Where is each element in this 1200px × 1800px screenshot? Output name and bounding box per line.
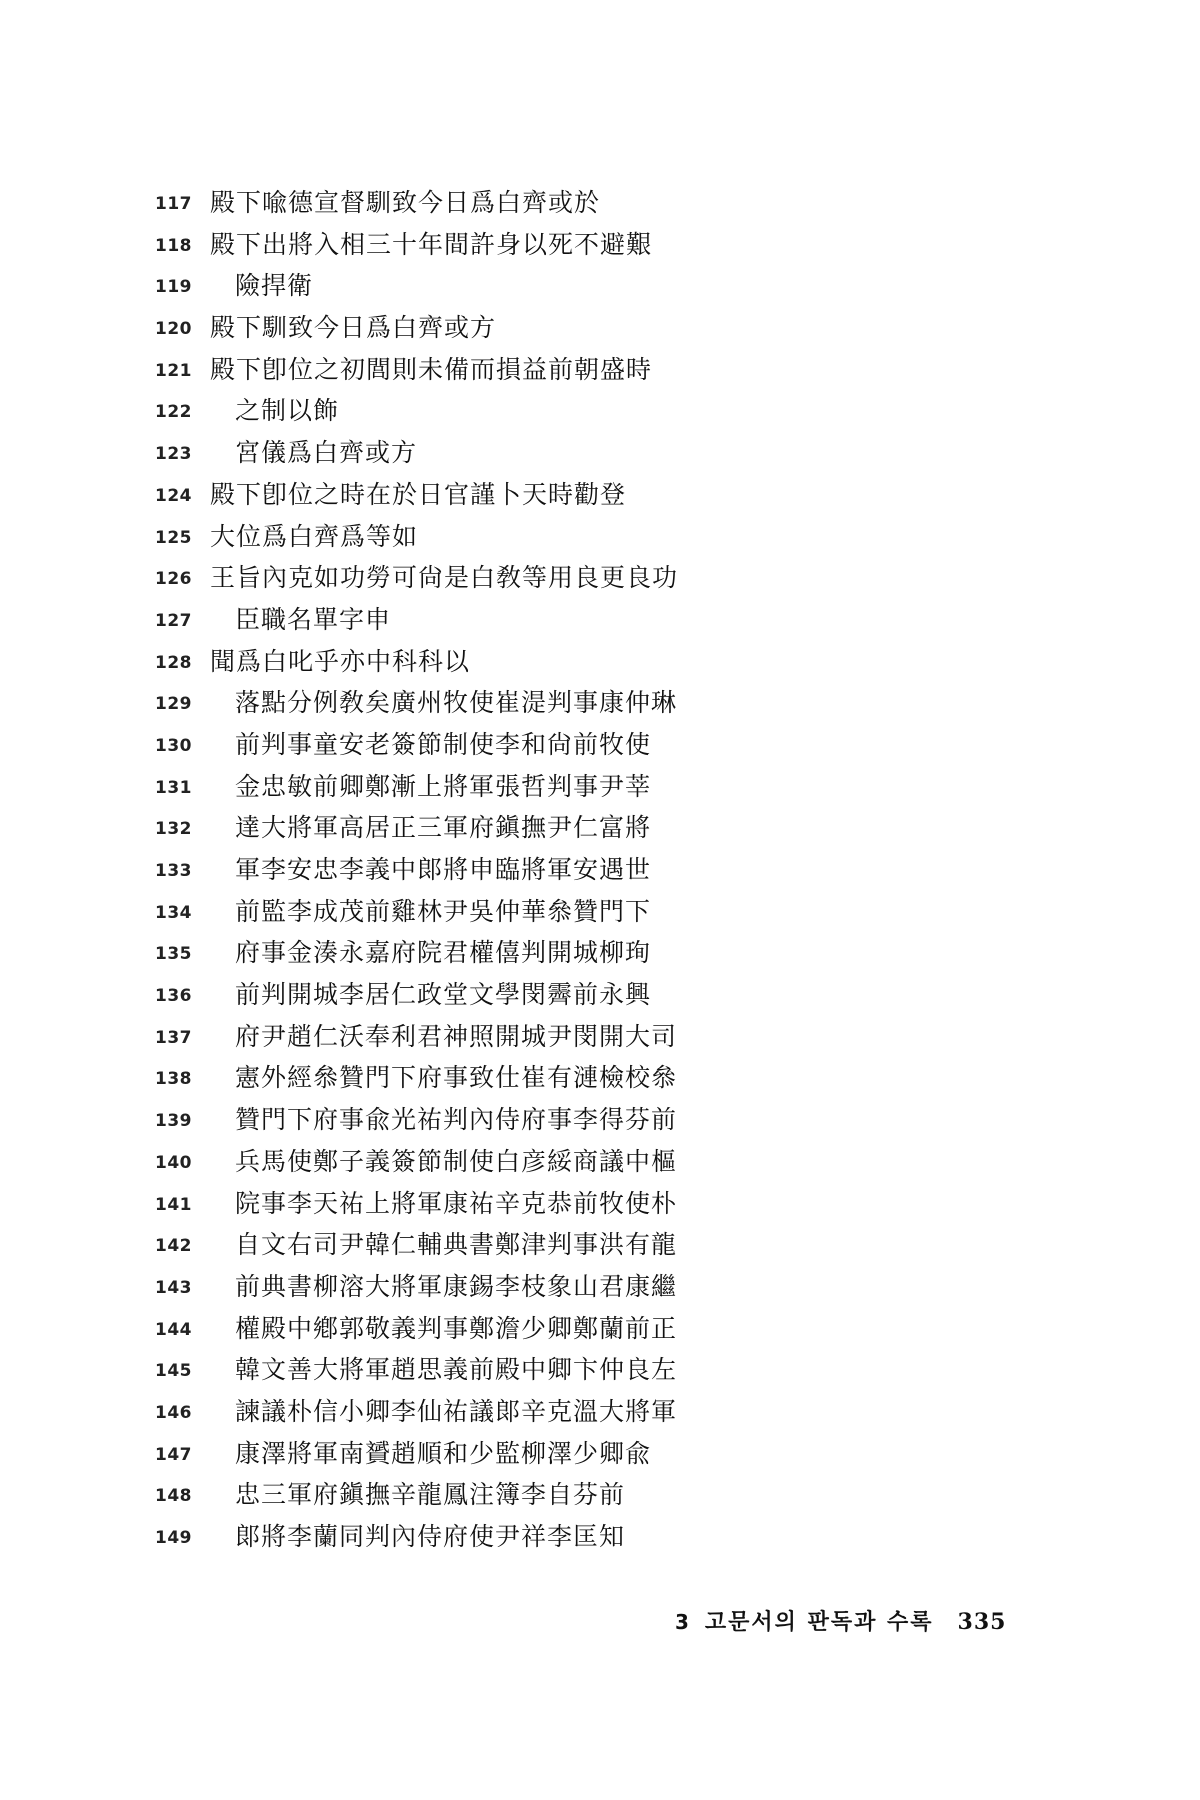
line-number: 139 [155, 1111, 192, 1132]
line-number: 126 [155, 569, 192, 590]
line-text: 郞將李蘭同判內侍府使尹祥李匡知 [235, 1522, 626, 1551]
line-number: 125 [155, 527, 192, 548]
line-text: 府尹趙仁沃奉利君神照開城尹閔開大司 [235, 1021, 678, 1051]
line-text: 忠三軍府鎭撫辛龍鳳注簿李自芬前 [235, 1480, 626, 1510]
transcription-line [155, 349, 1055, 391]
line-number: 128 [155, 652, 192, 673]
line-number: 120 [155, 319, 192, 340]
line-number: 122 [155, 402, 192, 423]
line-text: 聞爲白叱乎亦中科科以 [210, 646, 471, 676]
line-text: 王旨內克如功勞可尙是白敎等用良更良功 [210, 563, 679, 593]
transcription-line [155, 1349, 1055, 1391]
transcription-line [155, 766, 1055, 808]
transcription-line [155, 432, 1055, 474]
transcription-line [155, 557, 1055, 599]
line-text: 府事金湊永嘉府院君權僖判開城柳珣 [235, 938, 652, 968]
transcription-line [155, 682, 1055, 724]
transcription-line [155, 1474, 1055, 1516]
line-text: 達大將軍高居正三軍府鎭撫尹仁富將 [235, 813, 652, 843]
line-number: 143 [155, 1277, 192, 1298]
line-text: 殿下出將入相三十年間許身以死不避艱 [210, 229, 653, 259]
line-number: 146 [155, 1402, 192, 1423]
transcription-line [155, 807, 1055, 849]
transcription-line [155, 390, 1055, 432]
line-number: 148 [155, 1486, 192, 1507]
line-text: 落點分例敎矣廣州牧使崔湜判事康仲琳 [235, 688, 678, 718]
line-number: 136 [155, 986, 192, 1007]
line-text: 宮儀爲白齊或方 [235, 438, 418, 468]
line-text: 兵馬使鄭子義簽節制使白彦綏商議中樞 [235, 1146, 678, 1176]
line-text: 臣職名單字申 [235, 604, 392, 634]
line-number: 129 [155, 694, 192, 715]
line-number: 140 [155, 1152, 192, 1173]
transcription-line [155, 1516, 1055, 1558]
line-number: 147 [155, 1444, 192, 1465]
transcription-line [155, 1141, 1055, 1183]
line-number: 137 [155, 1027, 192, 1048]
transcription-line [155, 1183, 1055, 1225]
line-text: 康澤將軍南贇趙順和少監柳澤少卿兪 [235, 1438, 652, 1468]
line-text: 殿下卽位之初閭則未備而損益前朝盛時 [210, 354, 653, 384]
line-number: 141 [155, 1194, 192, 1215]
line-text: 大位爲白齊爲等如 [210, 521, 419, 551]
line-text: 殿下馴致今日爲白齊或方 [210, 313, 497, 343]
transcription-line [155, 974, 1055, 1016]
transcription-lines [155, 182, 1055, 1558]
line-text: 前判開城李居仁政堂文學閔霽前永興 [235, 980, 652, 1010]
transcription-line [155, 265, 1055, 307]
line-number: 142 [155, 1236, 192, 1257]
transcription-line [155, 1057, 1055, 1099]
transcription-line [155, 599, 1055, 641]
line-text: 殿下卽位之時在於日官謹卜天時勸登 [210, 479, 627, 509]
line-number: 133 [155, 861, 192, 881]
chapter-number: 3 [675, 1610, 689, 1634]
line-number: 130 [155, 735, 192, 756]
line-text: 前監李成茂前雞林尹吳仲華叅贊門下 [235, 896, 652, 926]
line-text: 自文右司尹韓仁輔典書鄭津判事洪有龍 [235, 1230, 678, 1260]
running-title: 고문서의 판독과 수록 [704, 1610, 934, 1635]
line-text: 前典書柳溶大將軍康錫李枝象山君康繼 [235, 1271, 678, 1301]
line-text: 之制以飾 [235, 396, 340, 426]
page-number: 335 [957, 1609, 1007, 1635]
line-text: 軍李安忠李義中郞將申臨將軍安遇世 [235, 855, 652, 884]
line-number: 119 [155, 277, 192, 298]
line-text: 諫議朴信小卿李仙祐議郞辛克溫大將軍 [235, 1396, 678, 1426]
line-text: 贊門下府事兪光祐判內侍府事李得芬前 [235, 1105, 678, 1135]
line-text: 金忠敏前卿鄭漸上將軍張哲判事尹莘 [235, 771, 652, 801]
line-number: 132 [155, 819, 192, 840]
transcription-line [155, 474, 1055, 516]
line-text: 權殿中鄕郭敬義判事鄭澹少卿鄭蘭前正 [235, 1313, 678, 1343]
transcription-line [155, 1391, 1055, 1433]
line-number: 138 [155, 1069, 192, 1090]
line-number: 131 [155, 777, 192, 798]
line-text: 院事李天祐上將軍康祐辛克恭前牧使朴 [235, 1188, 678, 1218]
transcription-line [155, 1099, 1055, 1141]
line-text: 殿下喩德宣督馴致今日爲白齊或於 [210, 188, 601, 217]
transcription-line [155, 641, 1055, 683]
transcription-line [155, 182, 1055, 224]
transcription-line [155, 932, 1055, 974]
transcription-line [155, 849, 1055, 891]
line-text: 韓文善大將軍趙思義前殿中卿卞仲良左 [235, 1355, 678, 1385]
transcription-line [155, 1433, 1055, 1475]
transcription-line [155, 724, 1055, 766]
transcription-line [155, 891, 1055, 933]
transcription-line [155, 1224, 1055, 1266]
line-number: 127 [155, 610, 192, 631]
transcription-line [155, 1016, 1055, 1058]
line-number: 118 [155, 235, 192, 256]
line-number: 135 [155, 944, 192, 965]
transcription-line [155, 1266, 1055, 1308]
line-text: 前判事童安老簽節制使李和尙前牧使 [235, 729, 652, 759]
line-number: 145 [155, 1361, 192, 1382]
line-number: 117 [155, 194, 192, 214]
line-text: 險捍衛 [235, 271, 314, 301]
line-number: 121 [155, 360, 192, 381]
line-number: 124 [155, 485, 192, 506]
transcription-line [155, 516, 1055, 558]
transcription-line [155, 1308, 1055, 1350]
page-footer [675, 1605, 1015, 1645]
line-text: 憲外經叅贊門下府事致仕崔有漣檢校叅 [235, 1063, 678, 1093]
transcription-line [155, 307, 1055, 349]
line-number: 144 [155, 1319, 192, 1340]
transcription-line [155, 224, 1055, 266]
line-number: 149 [155, 1528, 192, 1548]
line-number: 134 [155, 902, 192, 923]
line-number: 123 [155, 444, 192, 465]
